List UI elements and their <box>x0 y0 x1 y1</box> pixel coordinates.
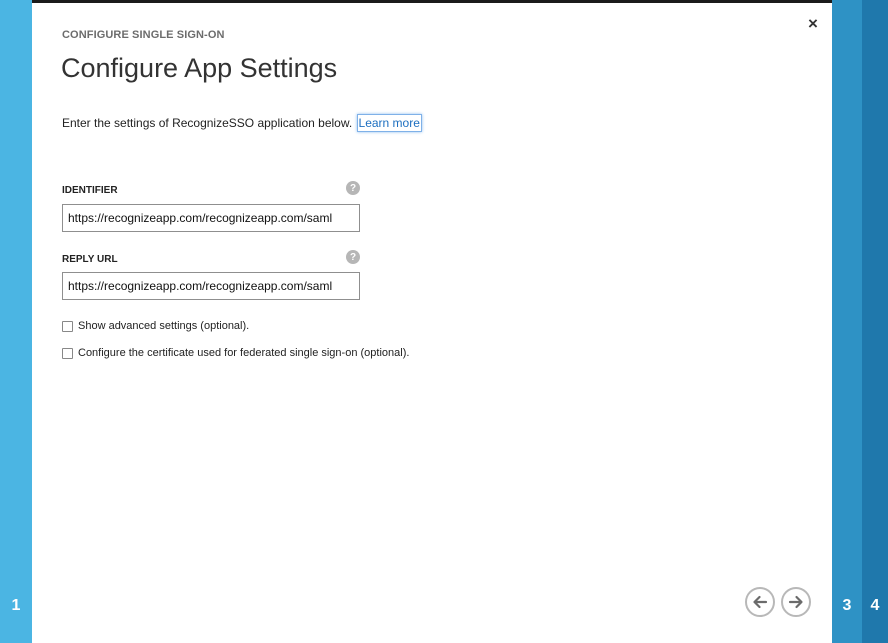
reply-url-help-icon[interactable] <box>346 250 360 264</box>
learn-more-link[interactable]: Learn more <box>358 116 420 130</box>
show-advanced-settings-option[interactable] <box>62 320 249 332</box>
dialog-title: Configure App Settings <box>61 53 338 83</box>
show-advanced-settings-label: Show advanced settings (optional). <box>78 320 250 332</box>
identifier-label: IDENTIFIER <box>62 185 118 196</box>
configure-certificate-option[interactable] <box>62 347 409 359</box>
close-icon: × <box>808 14 818 33</box>
identifier-input[interactable] <box>62 204 360 232</box>
wizard-step-4-number: 4 <box>870 597 880 614</box>
help-glyph: ? <box>349 251 357 263</box>
arrow-right-icon <box>788 595 804 609</box>
next-button[interactable] <box>781 587 811 617</box>
identifier-help-icon[interactable] <box>346 181 360 195</box>
close-button[interactable] <box>802 13 824 35</box>
reply-url-label: REPLY URL <box>62 254 118 265</box>
back-button[interactable] <box>745 587 775 617</box>
wizard-step-1[interactable] <box>0 0 32 643</box>
dialog-eyebrow: CONFIGURE SINGLE SIGN-ON <box>62 29 225 41</box>
wizard-step-1-number: 1 <box>11 597 21 614</box>
configure-certificate-checkbox[interactable] <box>62 348 73 359</box>
reply-url-input[interactable] <box>62 272 360 300</box>
wizard-step-3[interactable] <box>832 0 862 643</box>
configure-certificate-label: Configure the certificate used for federated single sign-on (optional). <box>78 347 410 359</box>
configure-sso-dialog <box>32 3 832 643</box>
intro-sentence: Enter the settings of RecognizeSSO application below. <box>62 116 353 130</box>
intro-text <box>62 116 422 130</box>
help-glyph: ? <box>349 182 357 194</box>
show-advanced-settings-checkbox[interactable] <box>62 321 73 332</box>
arrow-left-icon <box>752 595 768 609</box>
wizard-step-3-number: 3 <box>842 597 852 614</box>
wizard-step-4[interactable] <box>862 0 888 643</box>
